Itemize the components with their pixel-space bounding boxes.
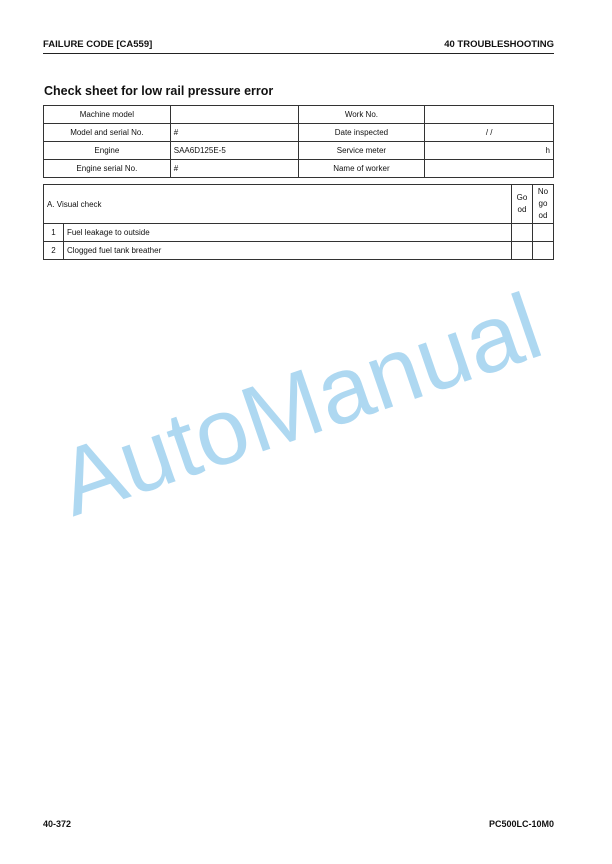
item-number: 1 <box>44 224 64 242</box>
table-row <box>44 160 554 178</box>
value-date-inspected: / / <box>425 124 554 142</box>
good-column-header: Go od <box>512 185 533 224</box>
label-machine-model: Machine model <box>44 106 171 124</box>
no-good-checkbox-cell[interactable] <box>532 242 553 260</box>
item-label: Fuel leakage to outside <box>63 224 511 242</box>
good-checkbox-cell[interactable] <box>512 224 533 242</box>
table-row <box>44 242 554 260</box>
label-date-inspected: Date inspected <box>298 124 425 142</box>
table-header-row <box>44 185 554 224</box>
table-row <box>44 106 554 124</box>
failure-code-label: FAILURE CODE [CA559] <box>43 39 153 50</box>
item-label: Clogged fuel tank breather <box>63 242 511 260</box>
label-worker-name: Name of worker <box>298 160 425 178</box>
good-checkbox-cell[interactable] <box>512 242 533 260</box>
section-visual-check: A. Visual check <box>44 185 512 224</box>
value-engine: SAA6D125E-5 <box>170 142 298 160</box>
item-number: 2 <box>44 242 64 260</box>
value-machine-model <box>170 106 298 124</box>
section-label: 40 TROUBLESHOOTING <box>444 39 554 50</box>
value-worker-name <box>425 160 554 178</box>
value-engine-serial: # <box>170 160 298 178</box>
no-good-column-header: No go od <box>532 185 553 224</box>
page-header <box>43 37 554 54</box>
machine-info-table <box>43 105 554 178</box>
label-engine: Engine <box>44 142 171 160</box>
table-row <box>44 224 554 242</box>
value-model-serial: # <box>170 124 298 142</box>
model-code: PC500LC-10M0 <box>488 819 554 829</box>
no-good-checkbox-cell[interactable] <box>532 224 553 242</box>
value-service-meter-unit: h <box>425 142 554 160</box>
label-model-serial: Model and serial No. <box>44 124 171 142</box>
page-number: 40-372 <box>43 819 72 829</box>
label-service-meter: Service meter <box>298 142 425 160</box>
visual-check-table <box>43 184 554 260</box>
table-row <box>44 124 554 142</box>
label-engine-serial: Engine serial No. <box>44 160 171 178</box>
watermark-text: AutoManual <box>45 272 554 536</box>
label-work-no: Work No. <box>298 106 425 124</box>
value-work-no <box>425 106 554 124</box>
table-row <box>44 142 554 160</box>
page-title: Check sheet for low rail pressure error <box>44 84 274 98</box>
